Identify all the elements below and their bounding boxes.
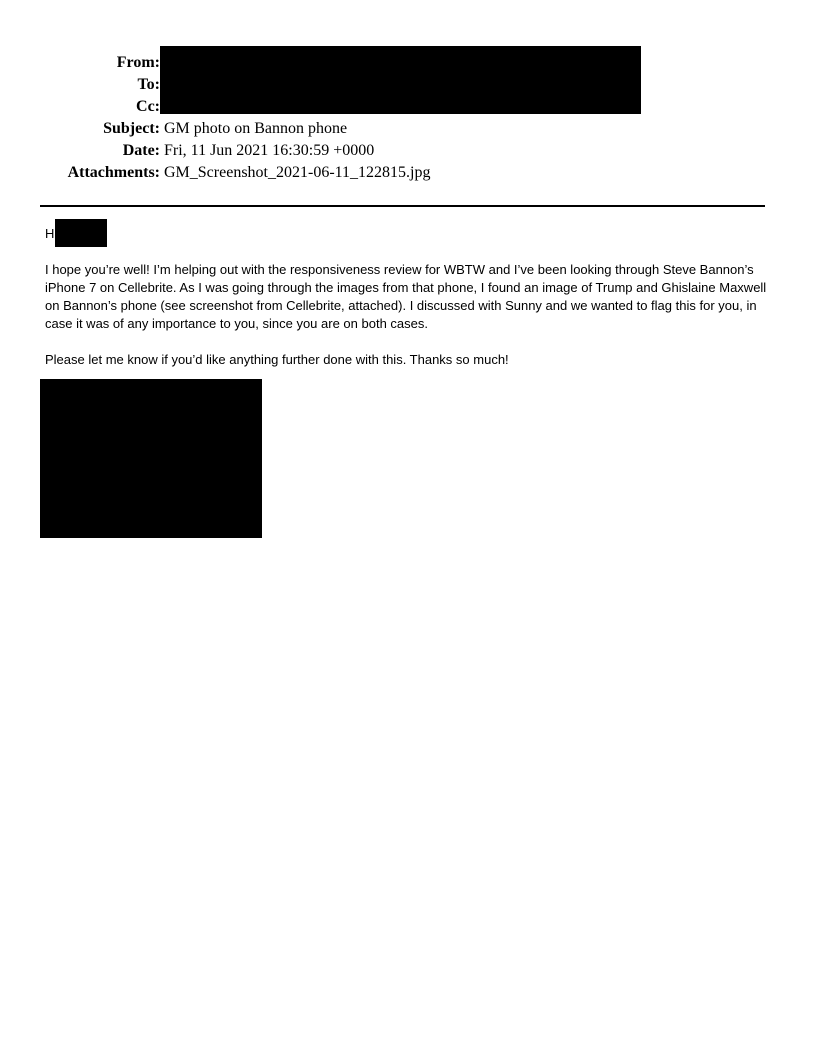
header-redaction — [160, 46, 641, 114]
greeting-redaction — [55, 219, 107, 247]
body-paragraph-1: I hope you’re well! I’m helping out with the responsiveness review for WBTW and I’ve been looking through Steve Bannon’s iPhone 7 on Cellebrite. As I was going through the images from that phone, I found an image of Trump and Ghislaine Maxwell on Bannon’s phone (see screenshot from Cellebrite, attached). I discussed with Sunny and we wanted to flag this for you, in case it was of any importance to you, since you are on both cases. — [45, 262, 767, 331]
body-paragraph-2: Please let me know if you’d like anything further done with this. Thanks so much! — [45, 352, 509, 367]
greeting — [45, 225, 54, 243]
attachments-row — [0, 162, 816, 184]
cc-label: Cc: — [136, 98, 160, 115]
date-row — [0, 140, 816, 162]
attachments-label: Attachments: — [67, 164, 160, 181]
to-label: To: — [137, 76, 160, 93]
attachments-value: GM_Screenshot_2021-06-11_122815.jpg — [164, 164, 431, 181]
image-redaction — [40, 379, 262, 538]
greeting-prefix: H — [45, 226, 55, 241]
subject-row — [0, 118, 816, 140]
subject-label: Subject: — [103, 120, 160, 137]
from-label: From: — [116, 54, 160, 71]
subject-value: GM photo on Bannon phone — [164, 120, 348, 137]
header-separator — [40, 205, 765, 207]
date-label: Date: — [122, 142, 160, 159]
date-value: Fri, 11 Jun 2021 16:30:59 +0000 — [164, 142, 375, 159]
